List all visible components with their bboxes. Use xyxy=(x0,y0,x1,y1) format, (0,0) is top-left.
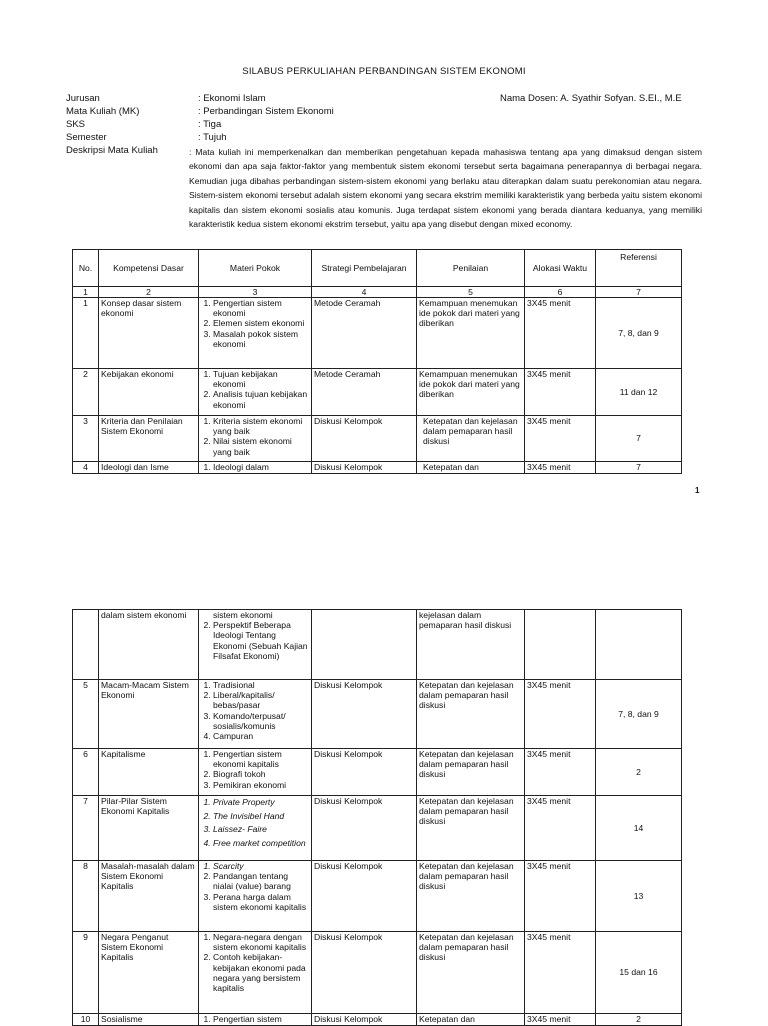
page-number: 1 xyxy=(695,486,700,495)
table-row xyxy=(73,610,682,680)
meta-value: : Perbandingan Sistem Ekonomi xyxy=(198,106,334,117)
cell-referensi xyxy=(596,610,682,680)
cell-kompetensi: Macam-Macam Sistem Ekonomi xyxy=(99,680,199,749)
materi-item: 1. Negara-negara dengan sistem ekonomi kapitalis xyxy=(213,932,309,952)
table-row xyxy=(73,861,682,932)
cell-no: 6 xyxy=(73,749,99,796)
header-alokasi: Alokasi Waktu xyxy=(525,250,596,287)
materi-item: 1. Ideologi dalam xyxy=(213,462,309,472)
cell-no: 7 xyxy=(73,796,99,861)
cell-materi xyxy=(199,298,312,369)
cell-materi xyxy=(199,680,312,749)
materi-item: 2. Nilai sistem ekonomi yang baik xyxy=(213,436,309,456)
materi-item: 3. Pemikiran ekonomi xyxy=(213,780,309,790)
cell-strategi: Diskusi Kelompok xyxy=(312,796,417,861)
cell-strategi: Diskusi Kelompok xyxy=(312,749,417,796)
table-header-row xyxy=(73,250,682,287)
cell-kompetensi: dalam sistem ekonomi xyxy=(99,610,199,680)
header-referensi: Referensi xyxy=(596,250,682,287)
header-strategi: Strategi Pembelajaran xyxy=(312,250,417,287)
cell-no: 4 xyxy=(73,462,99,474)
materi-item: 1. Pengertian sistem ekonomi kapitalis xyxy=(213,749,309,769)
materi-item: 4. Free market competition xyxy=(213,837,309,851)
lecturer-name: Nama Dosen: A. Syathir Sofyan. S.EI., M.E xyxy=(500,93,682,104)
cell-no: 8 xyxy=(73,861,99,932)
cell-materi xyxy=(199,796,312,861)
header-penilaian: Penilaian xyxy=(417,250,525,287)
header-no: No. xyxy=(73,250,99,287)
cell-alokasi xyxy=(525,610,596,680)
meta-label: Semester xyxy=(66,132,107,143)
cell-referensi: 13 xyxy=(596,861,682,932)
cell-referensi: 7, 8, dan 9 xyxy=(596,298,682,369)
table-row xyxy=(73,796,682,861)
table-row xyxy=(73,369,682,416)
syllabus-table-page-1 xyxy=(72,249,682,474)
materi-item: 3. Masalah pokok sistem ekonomi xyxy=(213,329,309,349)
materi-item: 3. Komando/terpusat/ sosialis/komunis xyxy=(213,711,309,731)
materi-item: 4. Campuran xyxy=(213,731,309,741)
table-row xyxy=(73,680,682,749)
cell-kompetensi: Konsep dasar sistem ekonomi xyxy=(99,298,199,369)
materi-item: 1. Pengertian sistem xyxy=(213,1014,309,1024)
cell-penilaian: Ketepatan dan xyxy=(417,1014,525,1026)
col-number: 3 xyxy=(199,287,312,298)
col-number: 6 xyxy=(525,287,596,298)
cell-strategi xyxy=(312,610,417,680)
col-number: 5 xyxy=(417,287,525,298)
meta-value: : Tiga xyxy=(198,119,222,130)
cell-materi xyxy=(199,369,312,416)
cell-alokasi: 3X45 menit xyxy=(525,416,596,462)
cell-materi xyxy=(199,416,312,462)
cell-penilaian: Kemampuan menemukan ide pokok dari materi yang diberikan xyxy=(417,369,525,416)
cell-kompetensi: Kebijakan ekonomi xyxy=(99,369,199,416)
cell-no: 2 xyxy=(73,369,99,416)
cell-no: 5 xyxy=(73,680,99,749)
materi-item: 2. Perspektif Beberapa Ideologi Tentang Ekonomi (Sebuah Kajian Filsafat Ekonomi) xyxy=(213,620,309,661)
cell-penilaian: Ketepatan dan kejelasan dalam pemaparan hasil diskusi xyxy=(417,749,525,796)
cell-alokasi: 3X45 menit xyxy=(525,369,596,416)
materi-item: 3. Perana harga dalam sistem ekonomi kapitalis xyxy=(213,892,309,912)
meta-value: : Ekonomi Islam xyxy=(198,93,266,104)
cell-penilaian: kejelasan dalam pemaparan hasil diskusi xyxy=(417,610,525,680)
cell-kompetensi: Kriteria dan Penilaian Sistem Ekonomi xyxy=(99,416,199,462)
cell-kompetensi: Pilar-Pilar Sistem Ekonomi Kapitalis xyxy=(99,796,199,861)
cell-referensi: 7 xyxy=(596,462,682,474)
materi-item: 2. Contoh kebijakan-kebijakan ekonomi pada negara yang bersistem kapitalis xyxy=(213,952,309,993)
cell-alokasi: 3X45 menit xyxy=(525,298,596,369)
table-row xyxy=(73,749,682,796)
cell-materi xyxy=(199,749,312,796)
cell-referensi: 2 xyxy=(596,749,682,796)
cell-referensi: 7, 8, dan 9 xyxy=(596,680,682,749)
meta-label: Jurusan xyxy=(66,93,100,104)
cell-alokasi: 3X45 menit xyxy=(525,462,596,474)
cell-kompetensi: Ideologi dan Isme xyxy=(99,462,199,474)
table-row xyxy=(73,462,682,474)
document-title: SILABUS PERKULIAHAN PERBANDINGAN SISTEM EKONOMI xyxy=(242,66,526,77)
cell-strategi: Diskusi Kelompok xyxy=(312,861,417,932)
column-number-row xyxy=(73,287,682,298)
materi-item: 2. Pandangan tentang nialai (value) barang xyxy=(213,871,309,891)
materi-item: 2. Liberal/kapitalis/ bebas/pasar xyxy=(213,690,309,710)
cell-no: 3 xyxy=(73,416,99,462)
cell-strategi: Diskusi Kelompok xyxy=(312,932,417,1014)
materi-item: 1. Tujuan kebijakan ekonomi xyxy=(213,369,309,389)
table-row xyxy=(73,932,682,1014)
col-number: 7 xyxy=(596,287,682,298)
cell-alokasi: 3X45 menit xyxy=(525,749,596,796)
materi-item: 2. Elemen sistem ekonomi xyxy=(213,318,309,328)
header-materi: Materi Pokok xyxy=(199,250,312,287)
materi-item: 1. Tradisional xyxy=(213,680,309,690)
materi-item: 1. Scarcity xyxy=(213,861,309,871)
cell-alokasi: 3X45 menit xyxy=(525,796,596,861)
cell-alokasi: 3X45 menit xyxy=(525,932,596,1014)
cell-materi xyxy=(199,462,312,474)
materi-item: 2. Analisis tujuan kebijakan ekonomi xyxy=(213,389,309,409)
meta-label: SKS xyxy=(66,119,86,130)
cell-strategi: Metode Ceramah xyxy=(312,298,417,369)
meta-label: Mata Kuliah (MK) xyxy=(66,106,140,117)
cell-kompetensi: Sosialisme xyxy=(99,1014,199,1026)
cell-kompetensi: Masalah-masalah dalam Sistem Ekonomi Kapitalis xyxy=(99,861,199,932)
cell-strategi: Metode Ceramah xyxy=(312,369,417,416)
cell-strategi: Diskusi Kelompok xyxy=(312,1014,417,1026)
materi-item: 1. Pengertian sistem ekonomi xyxy=(213,298,309,318)
materi-item: 1. Kriteria sistem ekonomi yang baik xyxy=(213,416,309,436)
cell-referensi: 11 dan 12 xyxy=(596,369,682,416)
cell-kompetensi: Negara Penganut Sistem Ekonomi Kapitalis xyxy=(99,932,199,1014)
col-number: 1 xyxy=(73,287,99,298)
materi-continued: sistem ekonomi xyxy=(213,610,273,620)
header-kompetensi: Kompetensi Dasar xyxy=(99,250,199,287)
materi-item: 2. Biografi tokoh xyxy=(213,769,309,779)
cell-penilaian: Kemampuan menemukan ide pokok dari materi yang diberikan xyxy=(417,298,525,369)
cell-strategi: Diskusi Kelompok xyxy=(312,416,417,462)
cell-materi xyxy=(199,610,312,680)
cell-no: 10 xyxy=(73,1014,99,1026)
materi-item: 2. The Invisibel Hand xyxy=(213,810,309,824)
cell-penilaian: Ketepatan dan kejelasan dalam pemaparan hasil diskusi xyxy=(417,680,525,749)
col-number: 2 xyxy=(99,287,199,298)
cell-materi xyxy=(199,861,312,932)
cell-penilaian: Ketepatan dan kejelasan dalam pemaparan hasil diskusi xyxy=(417,932,525,1014)
cell-penilaian: Ketepatan dan xyxy=(417,462,525,474)
meta-label: Deskripsi Mata Kuliah xyxy=(66,145,158,156)
cell-penilaian: Ketepatan dan kejelasan dalam pemaparan hasil diskusi xyxy=(417,861,525,932)
cell-alokasi: 3X45 menit xyxy=(525,861,596,932)
document-page-2 xyxy=(0,560,768,1024)
cell-materi xyxy=(199,932,312,1014)
cell-no: 9 xyxy=(73,932,99,1014)
cell-kompetensi: Kapitalisme xyxy=(99,749,199,796)
cell-no xyxy=(73,610,99,680)
cell-referensi: 7 xyxy=(596,416,682,462)
materi-item: 3. Laissez- Faire xyxy=(213,823,309,837)
cell-strategi: Diskusi Kelompok xyxy=(312,462,417,474)
cell-referensi: 15 dan 16 xyxy=(596,932,682,1014)
materi-item: 1. Private Property xyxy=(213,796,309,810)
syllabus-table-page-2 xyxy=(72,609,682,1026)
meta-value: : Tujuh xyxy=(198,132,227,143)
cell-alokasi: 3X45 menit xyxy=(525,1014,596,1026)
cell-referensi: 2 xyxy=(596,1014,682,1026)
cell-penilaian: Ketepatan dan kejelasan dalam pemaparan hasil diskusi xyxy=(417,416,525,462)
cell-strategi: Diskusi Kelompok xyxy=(312,680,417,749)
cell-penilaian: Ketepatan dan kejelasan dalam pemaparan hasil diskusi xyxy=(417,796,525,861)
course-description: : Mata kuliah ini memperkenalkan dan memberikan pengetahuan kepada mahasiswa tentang apa yang dimaksud dengan sistem ekonomi dan apa saja faktor-faktor yang membentuk sistem ekonomi tersebut serta bagaimana penerapannya di berbagai negara. Kemudian juga dibahas perbandingan sistem-sistem ekonomi yang berlaku atau diterapkan dalam suatu perekonomian atau negara. Sistem-sistem ekonomi tersebut adalah sistem ekonomi yang secara ekstrim memiliki karakteristik yang berbeda yaitu sistem ekonomi kapitalis dan sistem ekonomi sosialis atau komunis. Juga terdapat sistem ekonomi yang berada diantara keduanya, yang memiliki karakteristik kedua sistem ekonomi ekstrim tersebut, yaitu apa yang disebut dengan mixed economy. xyxy=(189,147,702,230)
cell-referensi: 14 xyxy=(596,796,682,861)
cell-alokasi: 3X45 menit xyxy=(525,680,596,749)
table-row xyxy=(73,416,682,462)
cell-no: 1 xyxy=(73,298,99,369)
col-number: 4 xyxy=(312,287,417,298)
table-row xyxy=(73,298,682,369)
